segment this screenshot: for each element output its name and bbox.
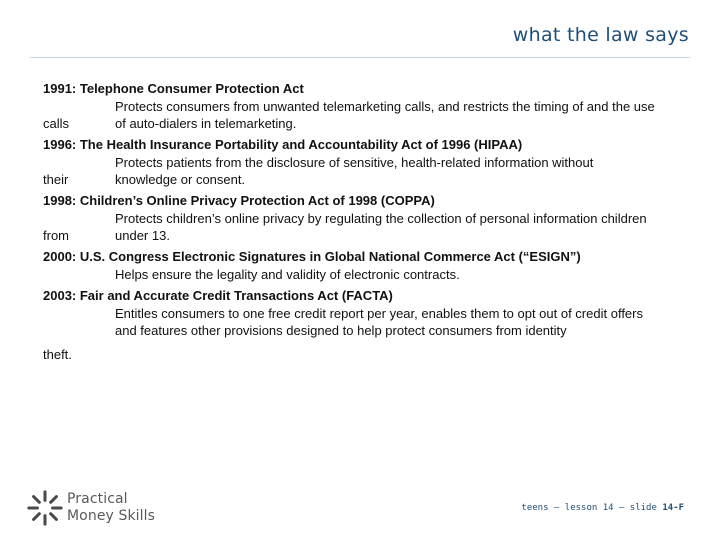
slide-label-prefix: teens – lesson 14 – slide — [521, 503, 663, 513]
law-description — [43, 305, 693, 363]
logo-line-1: Practical — [67, 491, 128, 507]
law-description-overhang: from — [43, 228, 69, 243]
title-divider — [30, 57, 690, 58]
logo-line-2: Money Skills — [67, 508, 156, 524]
law-description-text: Protects patients from the disclosure of sensitive, health-related information without knowledge or consent. — [115, 155, 594, 187]
law-description-text: Entitles consumers to one free credit report per year, enables them to opt out of credit offers and features other provisions designed to help protect consumers from identity — [115, 306, 643, 338]
logo-wordmark — [67, 491, 155, 525]
law-heading: 1998: Children’s Online Privacy Protection Act of 1998 (COPPA) — [43, 193, 435, 208]
law-item — [43, 286, 693, 363]
law-description — [43, 210, 693, 244]
slide-title: what the law says — [512, 24, 689, 46]
law-description-text: Protects children’s online privacy by regulating the collection of personal information children under 13. — [115, 211, 647, 243]
slide-number: 14-F — [662, 503, 684, 513]
law-item — [43, 79, 693, 132]
law-heading: 2003: Fair and Accurate Credit Transactions Act (FACTA) — [43, 288, 393, 303]
law-item — [43, 247, 693, 283]
law-list — [43, 79, 693, 366]
law-description-overhang: theft. — [43, 347, 72, 362]
law-heading: 1991: Telephone Consumer Protection Act — [43, 81, 304, 96]
law-description-overhang: their — [43, 172, 69, 187]
law-heading: 2000: U.S. Congress Electronic Signatures in Global National Commerce Act (“ESIGN”) — [43, 249, 581, 264]
starburst-logo-icon — [26, 489, 64, 527]
slide-label — [521, 503, 684, 513]
law-description — [43, 98, 693, 132]
law-description-overhang: calls — [43, 116, 70, 131]
law-heading: 1996: The Health Insurance Portability and Accountability Act of 1996 (HIPAA) — [43, 137, 523, 152]
law-description-text: Protects consumers from unwanted telemarketing calls, and restricts the timing of and the use of auto-dialers in telemarketing. — [115, 99, 655, 131]
law-description — [43, 154, 693, 188]
law-item — [43, 191, 693, 244]
law-description-text: Helps ensure the legality and validity of electronic contracts. — [115, 267, 460, 282]
practical-money-skills-logo — [26, 488, 155, 528]
law-item — [43, 135, 693, 188]
law-description — [43, 266, 693, 283]
